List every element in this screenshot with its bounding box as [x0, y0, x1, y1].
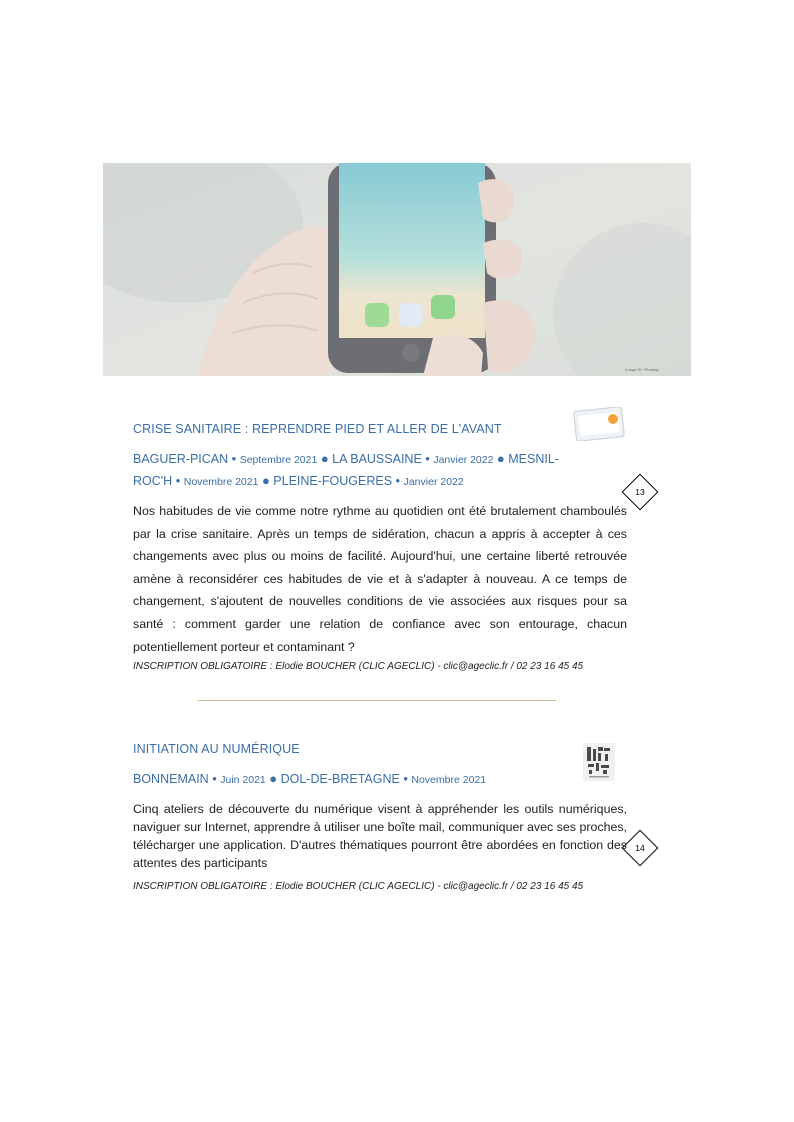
bullet-dot: •: [425, 451, 430, 466]
image-credit: Image ID / Pixabay: [625, 367, 659, 372]
brain-up-logo: [573, 407, 625, 441]
bullet-dot: •: [212, 771, 217, 786]
section1-body-text: Nos habitudes de vie comme notre rythme au quotidien ont été brutalement chamboulés par la crise sanitaire. Après un temps de sidération, chacun a appris à accepter à ces changements avec plus ou moins de facilité. Aujourd'hui, une certaine liberté retrouvée amène à reconsidérer ces habitudes de vie et à s'adapter à nouveau. A ce temps de changement, s'ajoutent de nouvelles conditions de vie associées aux risques pour sa santé : comment garder une relation de confiance avec son entourage, chacun potentiellement porteur et contaminant ?: [133, 504, 627, 654]
bullet-dot: ●: [269, 771, 278, 786]
section2-body-text: Cinq ateliers de découverte du numérique visent à appréhender les outils numériques, naviguer sur Internet, apprendre à utiliser une boîte mail, communiquer avec ses proches, télécharger une application. D'autres thématiques pourront être abordées en fonction des attentes des participants: [133, 802, 627, 870]
date-janvier-2022: Janvier 2022: [403, 476, 464, 488]
section-title-initiation-numerique: INITIATION AU NUMÉRIQUE: [133, 742, 300, 756]
section2-places: [133, 767, 627, 792]
page-number-badge-13: [627, 479, 653, 505]
bullet-dot: •: [395, 473, 401, 488]
page-number: 13: [635, 487, 645, 497]
place-baguer-pican: BAGUER-PICAN: [133, 452, 229, 466]
section2-inscription: INSCRIPTION OBLIGATOIRE : Elodie BOUCHER (CLIC AGECLIC) - clic@ageclic.fr / 02 23 16 45 45: [133, 881, 584, 892]
date-juin-2021: Juin 2021: [220, 774, 266, 786]
phone-in-hands-illustration: [103, 163, 691, 376]
date-novembre-2021: Novembre 2021: [183, 476, 259, 488]
place-dol-de-bretagne: DOL-DE-BRETAGNE: [280, 772, 400, 786]
bullet-dot: ●: [261, 473, 270, 488]
place-mesnil-part1: MESNIL-: [508, 452, 559, 466]
date-novembre-2021: Novembre 2021: [411, 774, 487, 786]
place-mesnil-part2: ROC'H: [133, 474, 173, 488]
bullet-dot: •: [403, 771, 408, 786]
page-number: 14: [635, 843, 645, 853]
place-bonnemain: BONNEMAIN: [133, 772, 209, 786]
date-janvier-2022: Janvier 2022: [433, 454, 494, 466]
place-pleine-fougeres: PLEINE-FOUGERES: [273, 474, 393, 488]
bullet-dot: ●: [496, 451, 505, 466]
section-divider: [198, 700, 556, 701]
place-la-baussaine: LA BAUSSAINE: [332, 452, 422, 466]
bullet-dot: •: [175, 473, 181, 488]
date-septembre-2021: Septembre 2021: [239, 454, 318, 466]
bullet-dot: •: [231, 451, 237, 466]
page-number-badge-14: [627, 835, 653, 861]
hero-image: [103, 163, 691, 376]
bullet-dot: ●: [320, 451, 329, 466]
brain-up-logo-icon: [573, 407, 625, 441]
section1-inscription: INSCRIPTION OBLIGATOIRE : Elodie BOUCHER (CLIC AGECLIC) - clic@ageclic.fr / 02 23 16 45 45: [133, 661, 584, 672]
section1-places-line2: [133, 469, 627, 494]
section-title-crise-sanitaire: CRISE SANITAIRE : REPRENDRE PIED ET ALLER DE L'AVANT: [133, 422, 502, 436]
